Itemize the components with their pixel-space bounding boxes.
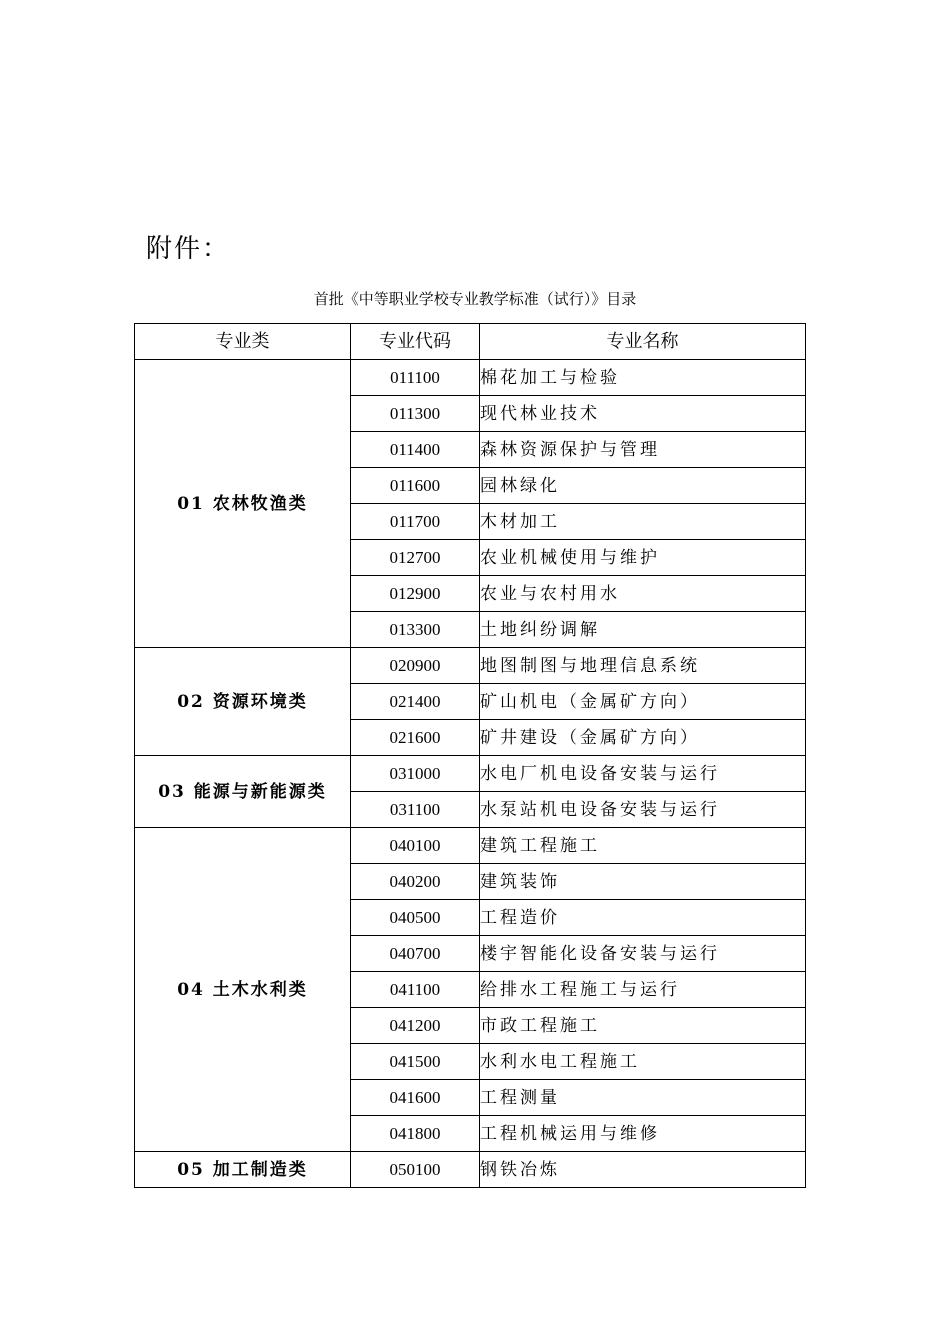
category-cell: 03 能源与新能源类	[135, 756, 351, 828]
header-row	[135, 324, 806, 360]
header-code: 专业代码	[351, 324, 480, 360]
name-cell: 矿井建设（金属矿方向）	[480, 720, 806, 756]
code-cell: 011100	[351, 360, 480, 396]
code-cell: 040100	[351, 828, 480, 864]
name-cell: 地图制图与地理信息系统	[480, 648, 806, 684]
table-row	[135, 1152, 806, 1188]
table-header	[135, 324, 806, 360]
name-cell: 楼宇智能化设备安装与运行	[480, 936, 806, 972]
catalog-table	[134, 323, 806, 1188]
category-cell: 05 加工制造类	[135, 1152, 351, 1188]
code-cell: 011300	[351, 396, 480, 432]
document-title: 首批《中等职业学校专业教学标准（试行）》目录	[313, 290, 637, 308]
name-cell: 矿山机电（金属矿方向）	[480, 684, 806, 720]
code-cell: 012700	[351, 540, 480, 576]
code-cell: 031100	[351, 792, 480, 828]
code-cell: 012900	[351, 576, 480, 612]
name-cell: 建筑装饰	[480, 864, 806, 900]
code-cell: 040700	[351, 936, 480, 972]
code-cell: 020900	[351, 648, 480, 684]
name-cell: 森林资源保护与管理	[480, 432, 806, 468]
code-cell: 041600	[351, 1080, 480, 1116]
code-cell: 021600	[351, 720, 480, 756]
table-row	[135, 360, 806, 396]
name-cell: 水电厂机电设备安装与运行	[480, 756, 806, 792]
name-cell: 水利水电工程施工	[480, 1044, 806, 1080]
category-cell: 01 农林牧渔类	[135, 360, 351, 648]
name-cell: 农业机械使用与维护	[480, 540, 806, 576]
name-cell: 农业与农村用水	[480, 576, 806, 612]
code-cell: 011400	[351, 432, 480, 468]
name-cell: 建筑工程施工	[480, 828, 806, 864]
code-cell: 021400	[351, 684, 480, 720]
name-cell: 钢铁冶炼	[480, 1152, 806, 1188]
name-cell: 园林绿化	[480, 468, 806, 504]
code-cell: 013300	[351, 612, 480, 648]
name-cell: 工程测量	[480, 1080, 806, 1116]
header-category: 专业类	[135, 324, 351, 360]
code-cell: 031000	[351, 756, 480, 792]
table-body	[135, 360, 806, 1188]
code-cell: 041500	[351, 1044, 480, 1080]
code-cell: 050100	[351, 1152, 480, 1188]
name-cell: 水泵站机电设备安装与运行	[480, 792, 806, 828]
code-cell: 040500	[351, 900, 480, 936]
table-row	[135, 828, 806, 864]
name-cell: 给排水工程施工与运行	[480, 972, 806, 1008]
header-name: 专业名称	[480, 324, 806, 360]
code-cell: 041100	[351, 972, 480, 1008]
table-row	[135, 756, 806, 792]
name-cell: 木材加工	[480, 504, 806, 540]
code-cell: 040200	[351, 864, 480, 900]
name-cell: 工程造价	[480, 900, 806, 936]
name-cell: 工程机械运用与维修	[480, 1116, 806, 1152]
code-cell: 011600	[351, 468, 480, 504]
category-cell: 04 土木水利类	[135, 828, 351, 1152]
code-cell: 011700	[351, 504, 480, 540]
name-cell: 土地纠纷调解	[480, 612, 806, 648]
name-cell: 市政工程施工	[480, 1008, 806, 1044]
table-row	[135, 648, 806, 684]
attachment-label: 附件：	[146, 234, 231, 264]
code-cell: 041200	[351, 1008, 480, 1044]
name-cell: 棉花加工与检验	[480, 360, 806, 396]
category-cell: 02 资源环境类	[135, 648, 351, 756]
code-cell: 041800	[351, 1116, 480, 1152]
name-cell: 现代林业技术	[480, 396, 806, 432]
